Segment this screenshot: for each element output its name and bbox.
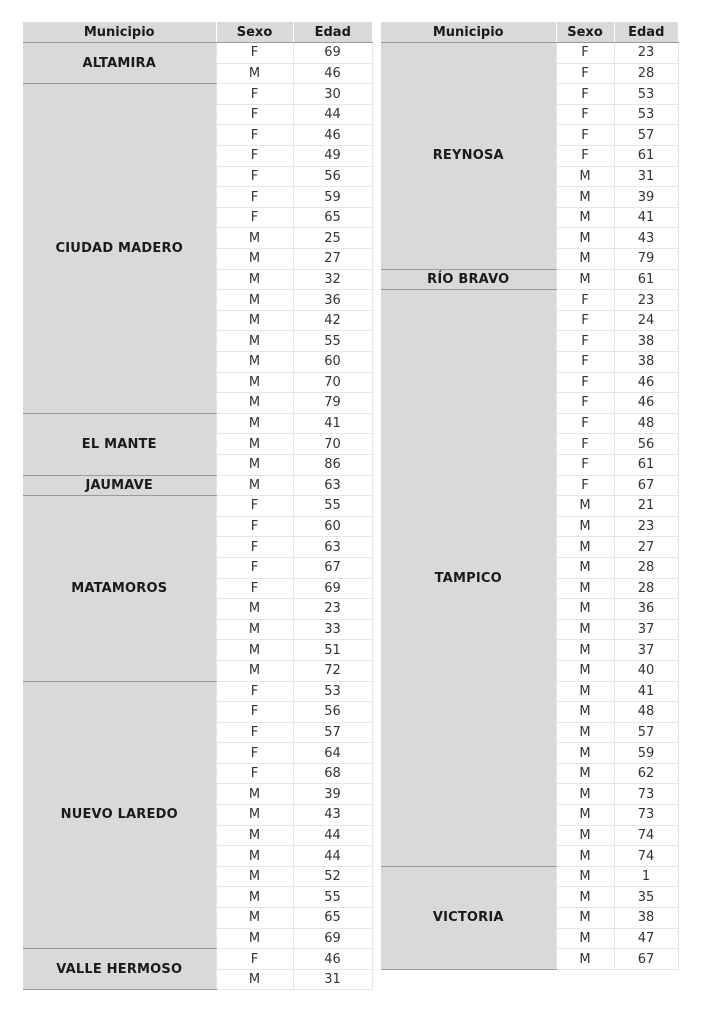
sexo-cell: M bbox=[556, 557, 614, 578]
sexo-cell: F bbox=[216, 537, 293, 558]
municipio-cell: EL MANTE bbox=[23, 413, 216, 475]
sexo-cell: M bbox=[216, 352, 293, 373]
sexo-cell: M bbox=[556, 866, 614, 887]
edad-cell: 28 bbox=[614, 557, 678, 578]
edad-cell: 36 bbox=[293, 290, 372, 311]
table-row bbox=[23, 475, 372, 496]
edad-cell: 33 bbox=[293, 619, 372, 640]
table-row bbox=[381, 269, 678, 290]
edad-cell: 60 bbox=[293, 516, 372, 537]
table-row bbox=[381, 290, 678, 311]
edad-cell: 31 bbox=[293, 969, 372, 990]
table-row bbox=[23, 84, 372, 105]
edad-cell: 74 bbox=[614, 846, 678, 867]
municipio-cell: MATAMOROS bbox=[23, 496, 216, 681]
edad-cell: 73 bbox=[614, 784, 678, 805]
edad-cell: 46 bbox=[293, 63, 372, 84]
sexo-cell: F bbox=[216, 557, 293, 578]
edad-cell: 51 bbox=[293, 640, 372, 661]
edad-cell: 32 bbox=[293, 269, 372, 290]
edad-cell: 70 bbox=[293, 434, 372, 455]
municipio-cell: VICTORIA bbox=[381, 866, 556, 969]
sexo-cell: M bbox=[556, 619, 614, 640]
sexo-cell: M bbox=[556, 681, 614, 702]
sexo-cell: F bbox=[556, 146, 614, 167]
edad-cell: 44 bbox=[293, 846, 372, 867]
edad-cell: 46 bbox=[614, 372, 678, 393]
sexo-cell: M bbox=[556, 949, 614, 970]
sexo-cell: M bbox=[216, 434, 293, 455]
sexo-cell: M bbox=[216, 228, 293, 249]
sexo-cell: M bbox=[556, 743, 614, 764]
sexo-cell: F bbox=[556, 290, 614, 311]
edad-cell: 28 bbox=[614, 63, 678, 84]
edad-cell: 53 bbox=[614, 84, 678, 105]
sexo-cell: F bbox=[556, 310, 614, 331]
table-right bbox=[381, 22, 679, 970]
sexo-cell: M bbox=[216, 908, 293, 929]
sexo-cell: F bbox=[556, 84, 614, 105]
edad-cell: 40 bbox=[614, 660, 678, 681]
sexo-cell: M bbox=[216, 866, 293, 887]
edad-cell: 36 bbox=[614, 599, 678, 620]
edad-cell: 56 bbox=[293, 166, 372, 187]
edad-cell: 48 bbox=[614, 702, 678, 723]
edad-cell: 55 bbox=[293, 496, 372, 517]
header-row bbox=[23, 22, 372, 43]
edad-cell: 27 bbox=[614, 537, 678, 558]
sexo-cell: M bbox=[556, 269, 614, 290]
sexo-cell: M bbox=[216, 269, 293, 290]
edad-cell: 79 bbox=[614, 249, 678, 270]
sexo-cell: M bbox=[216, 475, 293, 496]
sexo-cell: F bbox=[556, 454, 614, 475]
sexo-cell: F bbox=[216, 763, 293, 784]
municipio-cell: TAMPICO bbox=[381, 290, 556, 867]
sexo-cell: M bbox=[556, 207, 614, 228]
sexo-cell: M bbox=[556, 702, 614, 723]
sexo-cell: F bbox=[216, 578, 293, 599]
edad-cell: 55 bbox=[293, 331, 372, 352]
sexo-cell: M bbox=[556, 166, 614, 187]
sexo-cell: M bbox=[556, 825, 614, 846]
municipio-cell: ALTAMIRA bbox=[23, 43, 216, 84]
table-row bbox=[381, 43, 678, 64]
table-row bbox=[23, 413, 372, 434]
edad-cell: 42 bbox=[293, 310, 372, 331]
edad-cell: 43 bbox=[293, 805, 372, 826]
sexo-cell: M bbox=[216, 290, 293, 311]
edad-cell: 68 bbox=[293, 763, 372, 784]
edad-cell: 61 bbox=[614, 146, 678, 167]
edad-cell: 57 bbox=[614, 722, 678, 743]
edad-cell: 44 bbox=[293, 104, 372, 125]
edad-cell: 86 bbox=[293, 454, 372, 475]
municipio-cell: REYNOSA bbox=[381, 43, 556, 270]
table-body-right bbox=[381, 43, 678, 970]
sexo-cell: F bbox=[556, 63, 614, 84]
edad-cell: 43 bbox=[614, 228, 678, 249]
sexo-cell: F bbox=[556, 43, 614, 64]
edad-cell: 59 bbox=[293, 187, 372, 208]
sexo-cell: F bbox=[216, 207, 293, 228]
table-left bbox=[23, 22, 373, 990]
edad-cell: 1 bbox=[614, 866, 678, 887]
sexo-cell: M bbox=[556, 640, 614, 661]
header-municipio: Municipio bbox=[23, 22, 216, 43]
sexo-cell: M bbox=[556, 660, 614, 681]
sexo-cell: M bbox=[556, 496, 614, 517]
municipio-cell: VALLE HERMOSO bbox=[23, 949, 216, 990]
edad-cell: 39 bbox=[614, 187, 678, 208]
municipio-cell: NUEVO LAREDO bbox=[23, 681, 216, 949]
edad-cell: 41 bbox=[614, 681, 678, 702]
edad-cell: 23 bbox=[614, 290, 678, 311]
header-sexo: Sexo bbox=[216, 22, 293, 43]
sexo-cell: M bbox=[556, 187, 614, 208]
sexo-cell: F bbox=[216, 516, 293, 537]
sexo-cell: F bbox=[556, 372, 614, 393]
sexo-cell: F bbox=[556, 125, 614, 146]
municipio-cell: CIUDAD MADERO bbox=[23, 84, 216, 414]
edad-cell: 61 bbox=[614, 269, 678, 290]
edad-cell: 47 bbox=[614, 928, 678, 949]
sexo-cell: M bbox=[556, 908, 614, 929]
edad-cell: 39 bbox=[293, 784, 372, 805]
edad-cell: 62 bbox=[614, 763, 678, 784]
sexo-cell: F bbox=[216, 187, 293, 208]
sexo-cell: F bbox=[556, 352, 614, 373]
header-edad: Edad bbox=[614, 22, 678, 43]
edad-cell: 69 bbox=[293, 578, 372, 599]
edad-cell: 49 bbox=[293, 146, 372, 167]
sexo-cell: F bbox=[216, 949, 293, 970]
edad-cell: 56 bbox=[614, 434, 678, 455]
sexo-cell: M bbox=[556, 805, 614, 826]
sexo-cell: M bbox=[216, 393, 293, 414]
edad-cell: 25 bbox=[293, 228, 372, 249]
sexo-cell: F bbox=[556, 331, 614, 352]
edad-cell: 73 bbox=[614, 805, 678, 826]
table-row bbox=[23, 496, 372, 517]
sexo-cell: M bbox=[216, 784, 293, 805]
sexo-cell: M bbox=[216, 310, 293, 331]
sexo-cell: M bbox=[556, 887, 614, 908]
edad-cell: 24 bbox=[614, 310, 678, 331]
edad-cell: 38 bbox=[614, 331, 678, 352]
sexo-cell: M bbox=[556, 249, 614, 270]
edad-cell: 46 bbox=[614, 393, 678, 414]
sexo-cell: F bbox=[556, 434, 614, 455]
sexo-cell: M bbox=[556, 516, 614, 537]
edad-cell: 23 bbox=[293, 599, 372, 620]
table-row bbox=[23, 681, 372, 702]
edad-cell: 23 bbox=[614, 43, 678, 64]
sexo-cell: F bbox=[216, 84, 293, 105]
table-row bbox=[23, 43, 372, 64]
sexo-cell: M bbox=[216, 619, 293, 640]
sexo-cell: F bbox=[216, 125, 293, 146]
sexo-cell: F bbox=[216, 722, 293, 743]
sexo-cell: M bbox=[556, 599, 614, 620]
edad-cell: 31 bbox=[614, 166, 678, 187]
edad-cell: 69 bbox=[293, 928, 372, 949]
sexo-cell: F bbox=[556, 104, 614, 125]
edad-cell: 59 bbox=[614, 743, 678, 764]
sexo-cell: M bbox=[216, 928, 293, 949]
sexo-cell: F bbox=[216, 496, 293, 517]
sexo-cell: M bbox=[216, 846, 293, 867]
sexo-cell: M bbox=[556, 846, 614, 867]
edad-cell: 38 bbox=[614, 908, 678, 929]
sexo-cell: M bbox=[216, 640, 293, 661]
edad-cell: 70 bbox=[293, 372, 372, 393]
edad-cell: 44 bbox=[293, 825, 372, 846]
sexo-cell: M bbox=[216, 413, 293, 434]
edad-cell: 57 bbox=[614, 125, 678, 146]
edad-cell: 60 bbox=[293, 352, 372, 373]
edad-cell: 56 bbox=[293, 702, 372, 723]
edad-cell: 63 bbox=[293, 475, 372, 496]
edad-cell: 41 bbox=[293, 413, 372, 434]
sexo-cell: F bbox=[216, 702, 293, 723]
header-municipio: Municipio bbox=[381, 22, 556, 43]
table-row bbox=[23, 949, 372, 970]
sexo-cell: M bbox=[216, 249, 293, 270]
municipio-cell: RÍO BRAVO bbox=[381, 269, 556, 290]
municipio-cell: JAUMAVE bbox=[23, 475, 216, 496]
edad-cell: 55 bbox=[293, 887, 372, 908]
edad-cell: 61 bbox=[614, 454, 678, 475]
edad-cell: 41 bbox=[614, 207, 678, 228]
edad-cell: 37 bbox=[614, 640, 678, 661]
edad-cell: 72 bbox=[293, 660, 372, 681]
edad-cell: 46 bbox=[293, 125, 372, 146]
edad-cell: 74 bbox=[614, 825, 678, 846]
edad-cell: 48 bbox=[614, 413, 678, 434]
edad-cell: 67 bbox=[614, 475, 678, 496]
sexo-cell: M bbox=[216, 454, 293, 475]
header-row bbox=[381, 22, 678, 43]
table-row bbox=[381, 866, 678, 887]
sexo-cell: F bbox=[216, 166, 293, 187]
sexo-cell: M bbox=[216, 660, 293, 681]
edad-cell: 67 bbox=[293, 557, 372, 578]
edad-cell: 57 bbox=[293, 722, 372, 743]
sexo-cell: M bbox=[556, 784, 614, 805]
header-sexo: Sexo bbox=[556, 22, 614, 43]
sexo-cell: M bbox=[216, 805, 293, 826]
sexo-cell: M bbox=[216, 372, 293, 393]
sexo-cell: F bbox=[556, 475, 614, 496]
sexo-cell: M bbox=[216, 825, 293, 846]
sexo-cell: F bbox=[216, 43, 293, 64]
sexo-cell: M bbox=[216, 599, 293, 620]
sexo-cell: M bbox=[556, 228, 614, 249]
edad-cell: 69 bbox=[293, 43, 372, 64]
table-body-left bbox=[23, 43, 372, 990]
edad-cell: 64 bbox=[293, 743, 372, 764]
sexo-cell: M bbox=[556, 763, 614, 784]
edad-cell: 28 bbox=[614, 578, 678, 599]
edad-cell: 52 bbox=[293, 866, 372, 887]
sexo-cell: M bbox=[216, 887, 293, 908]
edad-cell: 30 bbox=[293, 84, 372, 105]
edad-cell: 35 bbox=[614, 887, 678, 908]
sexo-cell: M bbox=[216, 63, 293, 84]
edad-cell: 23 bbox=[614, 516, 678, 537]
sexo-cell: F bbox=[216, 146, 293, 167]
edad-cell: 53 bbox=[614, 104, 678, 125]
edad-cell: 21 bbox=[614, 496, 678, 517]
edad-cell: 63 bbox=[293, 537, 372, 558]
edad-cell: 79 bbox=[293, 393, 372, 414]
sexo-cell: F bbox=[556, 393, 614, 414]
edad-cell: 53 bbox=[293, 681, 372, 702]
sexo-cell: M bbox=[556, 537, 614, 558]
edad-cell: 38 bbox=[614, 352, 678, 373]
sexo-cell: M bbox=[556, 722, 614, 743]
sexo-cell: M bbox=[556, 578, 614, 599]
sexo-cell: F bbox=[216, 743, 293, 764]
edad-cell: 37 bbox=[614, 619, 678, 640]
sexo-cell: M bbox=[556, 928, 614, 949]
edad-cell: 27 bbox=[293, 249, 372, 270]
sexo-cell: M bbox=[216, 331, 293, 352]
edad-cell: 46 bbox=[293, 949, 372, 970]
header-edad: Edad bbox=[293, 22, 372, 43]
sexo-cell: M bbox=[216, 969, 293, 990]
sexo-cell: F bbox=[556, 413, 614, 434]
edad-cell: 65 bbox=[293, 207, 372, 228]
sexo-cell: F bbox=[216, 681, 293, 702]
edad-cell: 67 bbox=[614, 949, 678, 970]
sexo-cell: F bbox=[216, 104, 293, 125]
edad-cell: 65 bbox=[293, 908, 372, 929]
